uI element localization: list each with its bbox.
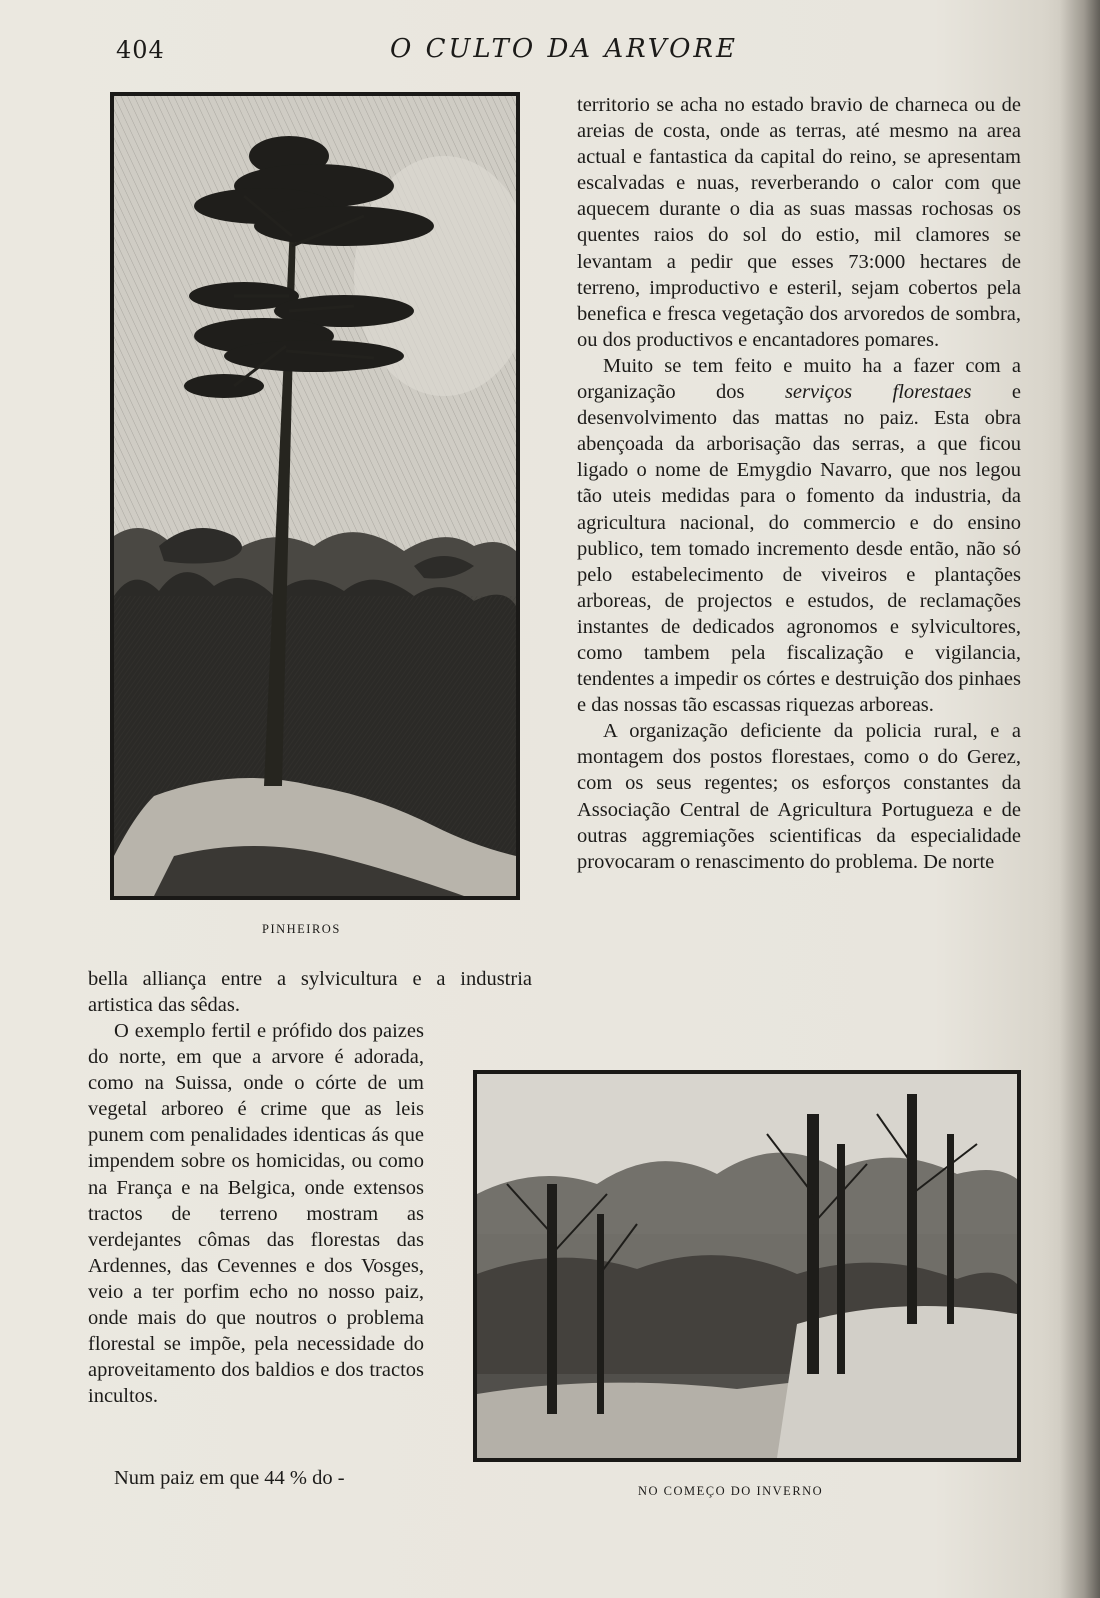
paragraph: territorio se acha no estado bravio de charneca ou de areias de costa, onde as terras, até mesmo na area actual e fantastica da capital do reino, se apresentam escalvadas e nuas, reverberando o calor com que aquecem durante o dia as suas massas rochosas os quentes raios do sol do estio, mil clamores se levantam a pedir que esses 73:000 hectares de terreno, improductivo e esteril, sejam cobertos pela benefica e fresca vegetação dos arvoredos de sombra, ou dos productivos e encantadores pomares. (577, 94, 1021, 351)
paragraph-text: Muito se tem feito e muito ha a fazer com a organização dos (577, 354, 1021, 404)
left-text-last (88, 1465, 438, 1491)
pine-tree-engraving-image (114, 96, 516, 896)
winter-forest-image (477, 1074, 1017, 1458)
paragraph: bella alliança entre a sylvicultura e a industria artistica das sêdas. (88, 968, 532, 1017)
winter-forest-photograph (473, 1070, 1021, 1462)
paragraph-text: e desenvolvimento das mattas no paiz. Esta obra abençoada da arborisação das serras, a que ficou ligado o nome de Emygdio Navarro, que nos legou tão uteis medidas para o fomento da industria, da agricultura nacional, do commercio e do ensino publico, tem tomado incremento desde então, não só pelo estabelecimento de viveiros e plantações arboreas, de projectos e estudos, de reclamações instantes de dedicados agronomos e sylvicultores, como tambem pela fiscalização e vigilancia, tendentes a impedir os córtes e destruição dos pinhaes e das nossas tão escassas riquezas arboreas. (577, 381, 1021, 717)
winter-figure-caption: NO COMEÇO DO INVERNO (638, 1484, 824, 1498)
pine-tree-illustration (110, 92, 520, 900)
right-text-column (577, 92, 1021, 875)
pine-figure-caption: PINHEIROS (262, 922, 341, 936)
running-title: O CULTO DA ARVORE (390, 34, 738, 64)
left-text-top (88, 966, 532, 1018)
emphasized-term: serviços florestaes (784, 381, 972, 404)
page-number: 404 (116, 36, 165, 64)
paragraph: O exemplo fertil e prófido dos paizes do norte, em que a arvore é adorada, como na Suissa, onde o córte de um vegetal arboreo é crime que as leis punem com penalidades identicas ás que impendem sobre os homicidas, ou como na França e na Belgica, onde extensos tractos de terreno mostram as verdejantes cômas das florestas das Ardennes, das Cevennes e dos Vosges, veio a ter porfim echo no nosso paiz, onde mais do que noutros o problema florestal se impõe, pela necessidade do aproveitamento dos baldios e dos tractos incultos. (88, 1020, 424, 1408)
paragraph: Num paiz em que 44 % do - (114, 1467, 345, 1489)
paragraph: A organização deficiente da policia rural, e a montagem dos postos florestaes, como o do Gerez, com os seus regentes; os esforços constantes da Associação Central de Agricultura Portugueza e de outras aggremiações scientificas da especialidade provocaram o renascimento do problema. De norte (577, 720, 1021, 873)
paragraph (577, 353, 1021, 718)
left-text-narrow (88, 1018, 424, 1409)
page-edge-shadow (1060, 0, 1100, 1598)
